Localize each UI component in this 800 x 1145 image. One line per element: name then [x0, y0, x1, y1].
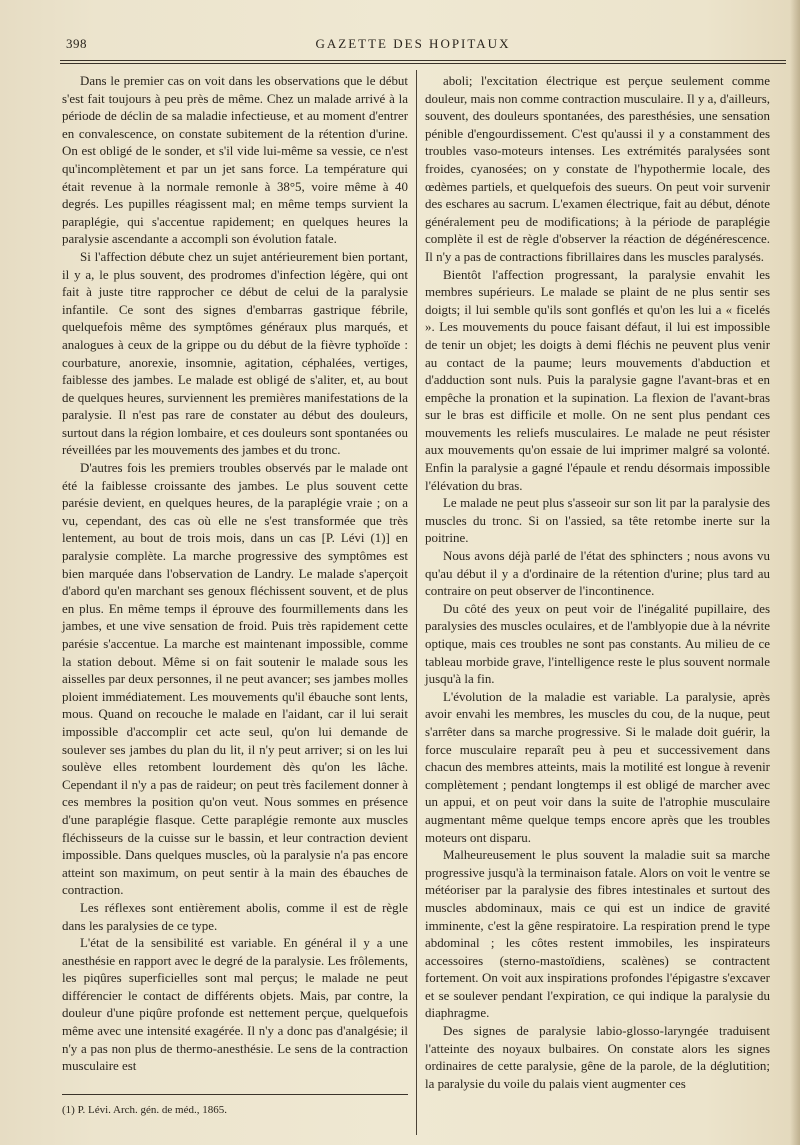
paragraph: Nous avons déjà parlé de l'état des sphincters ; nous avons vu qu'au début il y a d'ordinaire de la rétention d'urine; plus tard au contraire on peut observer de l'incontinence.: [425, 548, 770, 599]
paragraph: L'évolution de la maladie est variable. La paralysie, après avoir envahi les membres, les muscles du cou, de la nuque, peut s'arrêter dans sa marche progressive. Si le malade doit guérir, la force musculaire reparaît peu à peu et successivement dans chacun des membres atteints, mais la motilité est longue à revenir complètement ; pendant longtemps il est obligé de marcher avec un appui, et on peut voir dans la suite de l'atrophie musculaire augmentant même quelque temps encore après que les troubles moteurs ont disparu.: [425, 688, 770, 845]
page-edge-shadow: [790, 0, 800, 1145]
paragraph: Dans le premier cas on voit dans les observations que le début s'est fait toujours à peu près de même. Chez un malade arrivé à la période de déclin de sa maladie infectieuse, et au moment d'entrer en convalescence, on constate subitement de la rétention d'urine. On est obligé de le sonder, et s'il vide lui-même sa vessie, ce n'est qu'incomplètement et par un jet sans force. La température qui était revenue à la normale remonle à 38°5, voire même à 40 degrés. Les pupilles réagissent mal; en même temps survient la paraplégie, qui s'accentue rapidement; en quelques heures la paralysie ascendante a accompli son évolution fatale.: [62, 73, 408, 247]
paragraph: Les réflexes sont entièrement abolis, comme il est de règle dans les paralysies de ce type.: [62, 899, 408, 933]
column-divider: [416, 70, 417, 1135]
paragraph: Du côté des yeux on peut voir de l'inégalité pupillaire, des paralysies des muscles oculaires, et de l'amblyopie due à la névrite optique, mais ces troubles ne sont pas constants. Au milieu de ce tableau morbide grave, l'intelligence reste le plus souvent normale jusqu'à la fin.: [425, 600, 770, 687]
page-number: 398: [66, 36, 87, 51]
header-rule: [60, 60, 786, 64]
paragraph: Des signes de paralysie labio-glosso-laryngée traduisent l'atteinte des noyaux bulbaires. On constate alors les signes ordinaires de cette paralysie, gêne de la parole, de la déglutition; la paralysie du voile du palais vient augmenter ces: [425, 1023, 770, 1091]
left-column: [62, 72, 408, 1075]
right-column: [425, 72, 770, 1092]
paragraph: aboli; l'excitation électrique est perçue seulement comme douleur, mais non comme contraction musculaire. Il y a, d'ailleurs, souvent, des douleurs spontanées, des paresthésies, une sensation pénible d'engourdissement. C'est qu'aussi il y a constamment des troubles vaso-moteurs intenses. Les extrémités paralysées sont froides, cyanosées; on y constate de l'hypothermie locale, des œdèmes partiels, et quelquefois des sueurs. On peut voir survenir des eschares au sacrum. L'examen électrique, fait au début, dénote généralement peu de modifications; à la période de paraplégie complète il est de règle d'observer la réaction de dégénérescence. Il n'y a pas de contractions fibrillaires dans les muscles paralysés.: [425, 73, 770, 264]
paragraph: Bientôt l'affection progressant, la paralysie envahit les membres supérieurs. Le malade se plaint de ne plus sentir ses doigts; il lui semble qu'ils sont gonflés et qu'on les lui a « ficelés ». Les mouvements du pouce faisant défaut, il lui est impossible de tenir un objet; les doigts à demi fléchis ne peuvent plus venir au contact de la paume; leurs mouvements d'abduction et d'adduction sont nuls. Puis la paralysie gagne l'avant-bras et en empêche la pronation et la supination. La flexion de l'avant-bras sur le bras est difficile et molle. On ne sent plus pendant ces mouvements les reliefs musculaires. Le malade ne peut résister aux mouvements qu'on essaie de lui imprimer malgré sa volonté. Enfin la paralysie a gagné l'épaule et rendu désormais impossible l'élévation du bras.: [425, 266, 770, 493]
footnote-rule: [62, 1094, 408, 1095]
paragraph: D'autres fois les premiers troubles observés par le malade ont été la faiblesse croissante des jambes. Le plus souvent cette parésie devient, en quelques heures, de la paraplégie vraie ; on a vu, cependant, des cas où elle ne s'est transformée que très lentement, au bout de trois mois, dans un cas [P. Lévi (1)] en paralysie complète. La marche progressive des symptômes est bien marquée dans l'observation de Landry. Le malade s'aperçoit d'abord qu'en marchant ses genoux fléchissent souvent, et de plus en plus. En même temps il éprouve des fourmillements dans les jambes, et une vive sensation de froid. Puis très rapidement cette parésie s'accentue. La marche est maintenant impossible, comme la station debout. Même si on fait soutenir le malade sous les aisselles par deux personnes, il ne peut avancer; ses jambes molles ploient immédiatement. Les mouvements qu'il ébauche sont lents, mous. Quand on recouche le malade en l'aidant, car il lui serait impossible d'accomplir cet acte seul, qu'on lui demande de soulever ses jambes du plan du lit, il n'y peut arriver; si on les lui soulève elles retombent lourdement dès qu'on les lâche. Cependant il n'y a pas de raideur; on peut très facilement donner à ces membres la position qu'on veut. Nous sommes en présence d'une paraplégie flasque. Cette paraplégie remonte aux muscles fléchisseurs de la cuisse sur le bassin, et leur contraction devient impossible. Dans quelques muscles, où la paralysie n'a pas encore atteint son maximum, on peut sentir à la main des ébauches de contraction.: [62, 460, 408, 898]
paragraph: Si l'affection débute chez un sujet antérieurement bien portant, il y a, le plus souvent, des prodromes d'infection légère, qui ont fait à juste titre rapprocher ce début de celui de la paralysie infantile. Ce sont des signes d'embarras gastrique fébrile, quelquefois même des symptômes généraux plus marqués, et analogues à ceux de la grippe ou du début de la fièvre typhoïde : courbature, anorexie, insomnie, agitation, céphalées, vertiges, faiblesse des jambes. Le malade est obligé de s'aliter, et, au bout de quelques heures, surviennent les premières manifestations de la paralysie. Il n'est pas rare de constater au début des douleurs, surtout dans la région lombaire, et ces douleurs sont spontanées ou réveillées par les mouvements des jambes et du tronc.: [62, 248, 408, 458]
paragraph: Le malade ne peut plus s'asseoir sur son lit par la paralysie des muscles du tronc. Si on l'assied, sa tête retombe inerte sur la poitrine.: [425, 495, 770, 546]
footnote: (1) P. Lévi. Arch. gén. de méd., 1865.: [62, 1104, 227, 1116]
paragraph: L'état de la sensibilité est variable. En général il y a une anesthésie en rapport avec le degré de la paralysie. Les frôlements, les piqûres superficielles sont mal perçus; le malade ne peut différencier le contact de différents objets. Mais, par contre, la douleur d'une piqûre profonde est nettement perçue, quelquefois même avec une intensité exagérée. Il n'y a donc pas d'analgésie; il n'y a pas non plus de thermo-anesthésie. Le sens de la contraction musculaire est: [62, 935, 408, 1074]
paragraph: Malheureusement le plus souvent la maladie suit sa marche progressive jusqu'à la terminaison fatale. Alors on voit le ventre se météoriser par la paralysie des fibres intestinales et surtout des muscles abdominaux, mais ce qui est un indice de gravité imminente, c'est la gêne respiratoire. La respiration prend le type abdominal ; les côtes restent immobiles, les inspirateurs accessoires (sterno-mastoïdiens, scalènes) se contractent fortement. On voit aux inspirations profondes l'épigastre s'excaver et se soulever pendant l'expiration, ce qui indique la paralysie du diaphragme.: [425, 847, 770, 1021]
page-header: [40, 36, 786, 56]
running-title: GAZETTE DES HOPITAUX: [315, 36, 511, 51]
